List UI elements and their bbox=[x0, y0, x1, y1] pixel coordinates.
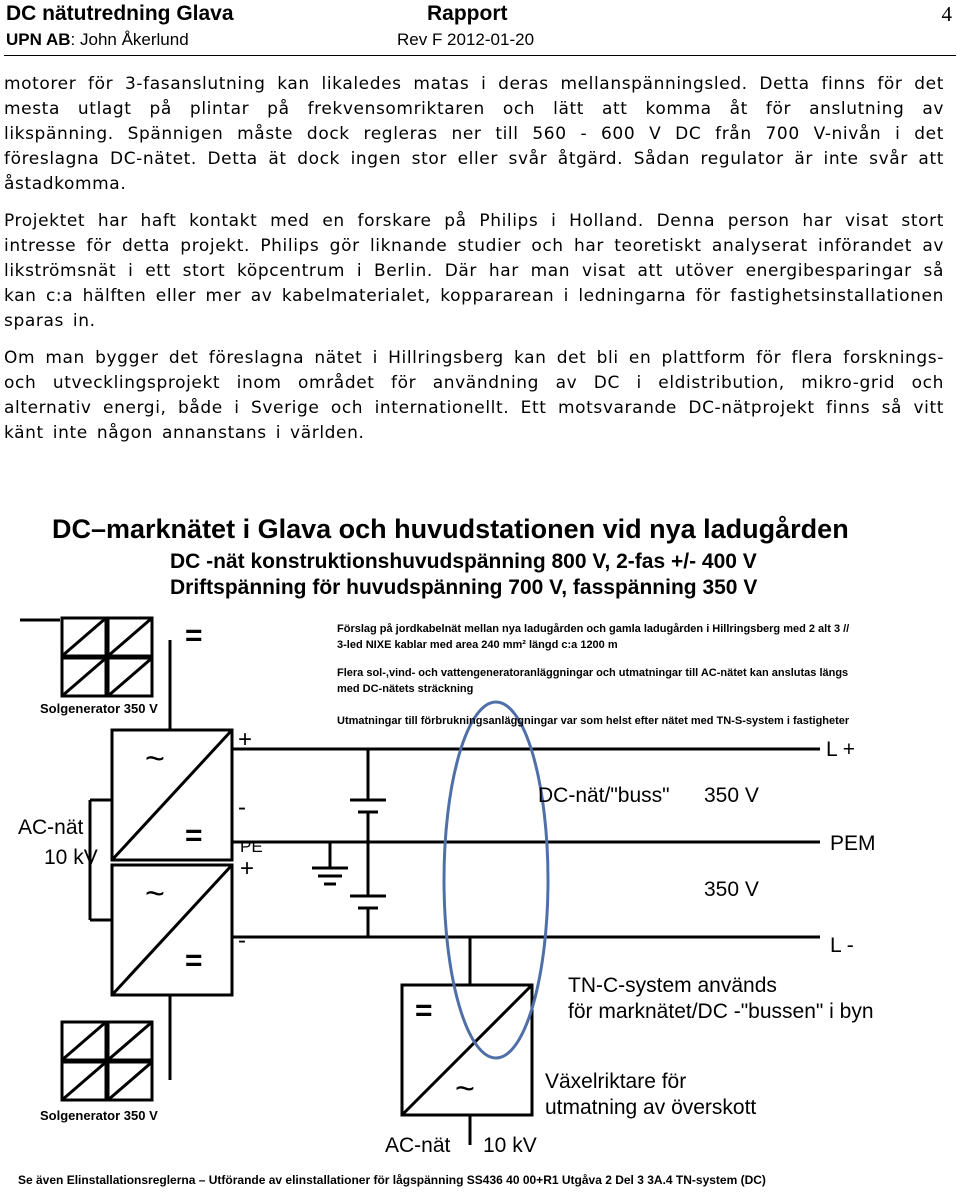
inverter-line-1: Växelriktare för bbox=[545, 1070, 687, 1093]
voltage-top-label: 350 V bbox=[704, 784, 759, 807]
note-1-line-1: Förslag på jordkabelnät mellan nya ladugården och gamla ladugården i Hillringsberg med 2 alt 3 // bbox=[337, 623, 850, 635]
company-label: UPN AB bbox=[6, 30, 71, 49]
tilde-glyph-3: ~ bbox=[455, 1070, 475, 1108]
note-1-line-2: 3-led NIXE kablar med area 240 mm² längd c:a 1200 m bbox=[337, 639, 618, 651]
diagram-subtitle-2: Driftspänning för huvudspänning 700 V, fasspänning 350 V bbox=[170, 576, 758, 599]
minus-bottom-label: - bbox=[238, 927, 246, 954]
paragraph-3: Om man bygger det föreslagna nätet i Hillringsberg kan det bli en plattform för flera forsknings- och utvecklingsprojekt inom området för användning av DC i eldistribution, mikro-grid och alternativ energi, både i Sverige och internationellt. Ett motsvarande DC-nätprojekt finns så vitt känt inte någon annanstans i världen. bbox=[4, 348, 944, 443]
ac-bottom-label-2: 10 kV bbox=[483, 1134, 537, 1157]
header-rule bbox=[4, 55, 956, 56]
doc-type: Rapport bbox=[427, 2, 508, 25]
plus-mid-label: + bbox=[240, 855, 255, 882]
plus-top-label: + bbox=[238, 726, 253, 753]
diagram-subtitle-1: DC -nät konstruktionshuvudspänning 800 V, 2-fas +/- 400 V bbox=[170, 550, 757, 573]
revision: Rev F 2012-01-20 bbox=[397, 30, 535, 49]
pem-label: PEM bbox=[830, 832, 876, 855]
equals-glyph-top: = bbox=[185, 619, 203, 652]
minus-top-label: - bbox=[238, 794, 246, 821]
diagram-footer: Se även Elinstallationsreglerna – Utförande av elinstallationer för lågspänning SS436 40 00+R1 Utgåva 2 Del 3 3A.4 TN-system (DC) bbox=[18, 1173, 766, 1187]
dc-network-diagram bbox=[0, 500, 960, 1191]
page-header bbox=[6, 0, 954, 56]
note-2-line-2: med DC-nätets sträckning bbox=[337, 683, 474, 695]
l-plus-label: L + bbox=[826, 738, 855, 761]
body-text bbox=[4, 72, 944, 458]
pe-label: PE bbox=[240, 837, 263, 856]
ac-bottom-label-1: AC-nät bbox=[385, 1134, 451, 1157]
equals-glyph-4: = bbox=[415, 994, 433, 1027]
paragraph-2: Projektet har haft kontakt med en forskare på Philips i Holland. Denna person har visat stort intresse för detta projekt. Philips gör liknande studier och har teoretiskt analyserat införandet av likströmsnät i ett stort köpcentrum i Berlin. Där har man visat att utöver energibesparingar så kan c:a hälften eller mer av kabelmaterialet, koppararean i ledningarna för fastighetsinstallationen sparas in. bbox=[4, 211, 944, 331]
tn-c-line-2: för marknätet/DC -"bussen" i byn bbox=[568, 1000, 874, 1023]
author-line bbox=[6, 30, 189, 50]
ac-left-label-2: 10 kV bbox=[44, 846, 98, 869]
author-name: : John Åkerlund bbox=[70, 30, 189, 49]
dc-bus-label: DC-nät/"buss" bbox=[538, 784, 670, 807]
inverter-line-2: utmatning av överskott bbox=[545, 1096, 757, 1119]
equals-glyph-2: = bbox=[185, 819, 203, 852]
solgen-top-label: Solgenerator 350 V bbox=[40, 701, 158, 716]
equals-glyph-3: = bbox=[185, 944, 203, 977]
solgen-bottom-label: Solgenerator 350 V bbox=[40, 1108, 158, 1123]
bus-highlight-ellipse bbox=[444, 702, 548, 1058]
paragraph-1: motorer för 3-fasanslutning kan likaledes matas i deras mellanspänningsled. Detta finns för det mesta utlagt på plintar på frekvensomriktaren och lätt att komma åt för anslutning av likspänning. Spännigen måste dock regleras ner till 560 - 600 V DC från 700 V-nivån i det föreslagna DC-nätet. Detta ät dock ingen stor eller svår åtgärd. Sådan regulator är inte svår att åstadkomma. bbox=[4, 74, 944, 194]
diagram-title: DC–marknätet i Glava och huvudstationen vid nya ladugården bbox=[52, 514, 849, 544]
tn-c-line-1: TN-C-system används bbox=[568, 974, 777, 997]
note-2-line-1: Flera sol-,vind- och vattengeneratoranläggningar och utmatningar till AC-nätet kan anslutas längs bbox=[337, 667, 849, 679]
voltage-bottom-label: 350 V bbox=[704, 878, 759, 901]
page-number: 4 bbox=[941, 2, 952, 26]
l-minus-label: L - bbox=[830, 934, 854, 957]
doc-title: DC nätutredning Glava bbox=[6, 2, 234, 25]
ac-left-label-1: AC-nät bbox=[18, 816, 84, 839]
tilde-glyph-2: ~ bbox=[145, 875, 165, 913]
note-3: Utmatningar till förbrukningsanläggningar var som helst efter nätet med TN-S-system i fastigheter bbox=[337, 715, 850, 727]
tilde-glyph-1: ~ bbox=[145, 740, 165, 778]
